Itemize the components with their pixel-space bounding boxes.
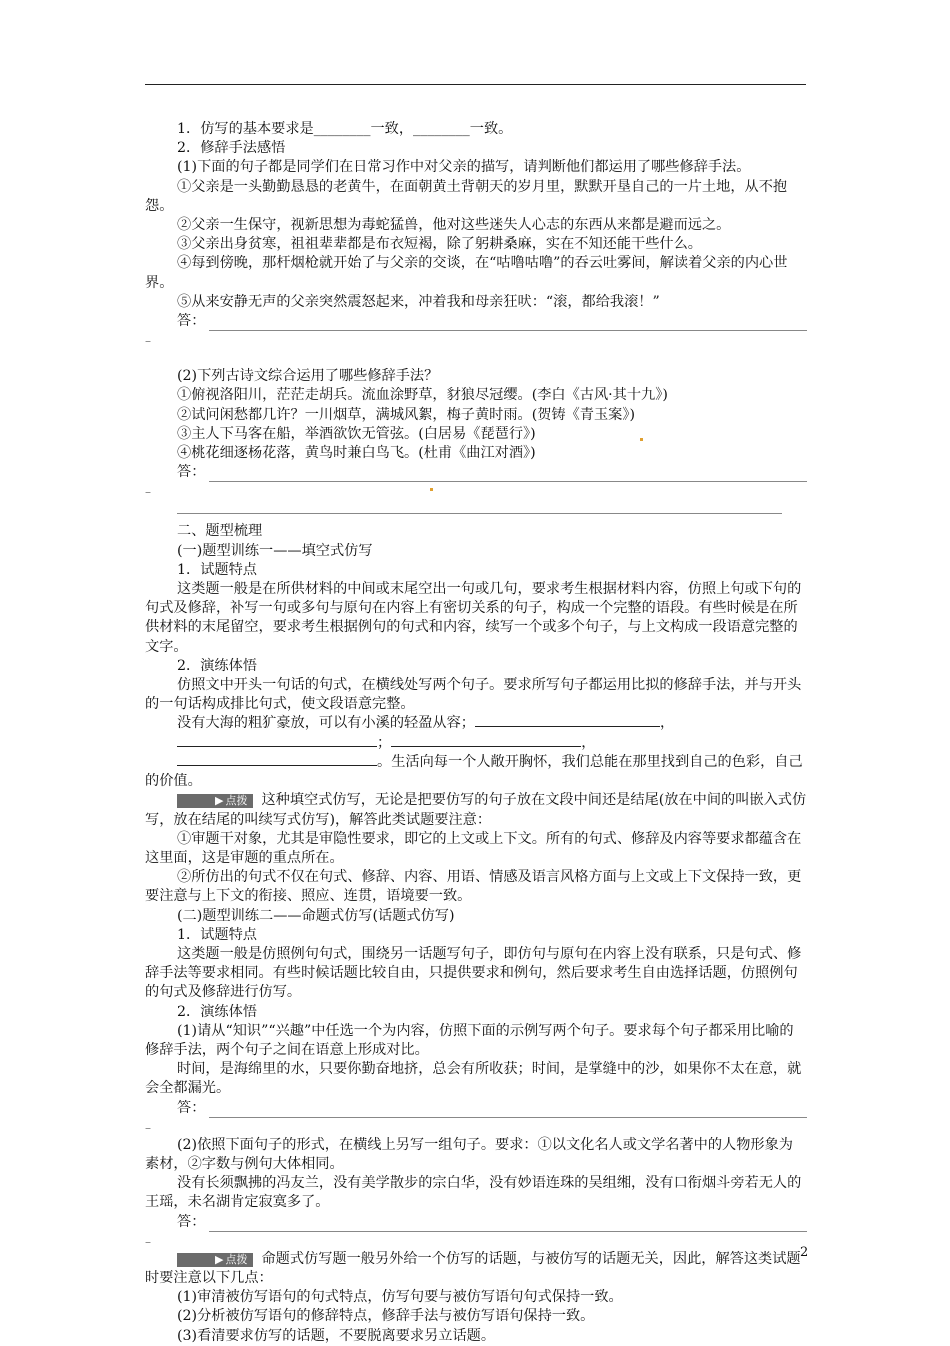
tip-text: 命题式仿写题一般另外给一个仿写的话题，与被仿写的话题无关，因此，解答这类试题时要注意以下几点： [145,1250,801,1286]
practice-line-text: 。生活向每一个人敞开胸怀，我们总能在那里找到自己的色彩，自己的价值。 [145,753,803,790]
answer-blank[interactable] [209,317,807,331]
question-1: 1．仿写的基本要求是________一致，________一致。 [177,121,513,137]
tip-item: (1)审清被仿写语句的句式特点，仿写句要与被仿写语句句式保持一致。 [177,1289,623,1306]
tip-item: ②所仿出的句式不仅在句式、修辞、内容、用语、情感及语言风格方面与上文或上下文保持一致，更要注意与上下文的衔接、照应、连贯，语境要一致。 [145,869,802,905]
tip-item: ①审题干对象，尤其是审隐性要求，即它的上文或上下文。所有的句式、修辞及内容等要求都蕴含在这里面，这是审题的重点所在。 [145,830,802,866]
feature-title: 1．试题特点 [177,561,257,578]
sentence-item: ②父亲一生保守，视新思想为毒蛇猛兽，他对这些迷失人心志的东西从来都是避而远之。 [177,217,731,234]
feature-text: 这类题一般是仿照例句句式，围绕另一话题写句子，即仿句与原句在内容上没有联系，只是句式、修辞手法等要求相同。有些时候话题比较自由，只提供要求和例句，然后要求考生自由选择话题，仿照例句的句式及修辞进行仿写。 [145,945,802,1001]
tip-paragraph [145,1250,807,1288]
tick-mark: – [145,485,151,500]
fill-blank[interactable] [177,734,377,747]
play-arrow-icon: ▶ [215,794,224,808]
practice-prompt: (1)请从“知识”“兴趣”中任选一个为内容，仿照下面的示例写两个句子。要求每个句子都采用比喻的修辞手法，两个句子之间在语意上形成对比。 [145,1022,794,1058]
punctuation: ； [377,734,392,751]
poem-item: ③主人下马客在船，举酒欲饮无管弦。(白居易《琵琶行》) [177,425,536,442]
tip-item: (2)分析被仿写语句的修辞特点，修辞手法与被仿写语句保持一致。 [177,1308,595,1325]
question-2-title: 2．修辞手法感悟 [177,140,286,157]
practice-line-2 [145,734,807,753]
answer-line[interactable] [177,312,807,331]
poem-item: ④桃花细逐杨花落，黄鸟时兼白鸟飞。(杜甫《曲江对酒》) [177,445,536,462]
question-2-2-prompt: (2)下列古诗文综合运用了哪些修辞手法？ [177,368,439,385]
punctuation: ， [659,715,675,732]
tick-mark: – [145,1234,151,1249]
tip-badge: ▶ 点拨 [177,794,253,808]
answer-line[interactable] [177,463,807,482]
punctuation: ， [581,734,596,751]
practice-line-1 [145,714,807,733]
sentence-item: ④每到傍晚，那杆烟枪就开始了与父亲的交谈，在“咕噜咕噜”的吞云吐雾间，解读着父亲的内心世界。 [145,255,788,291]
answer-label: 答： [177,464,206,481]
fill-blank[interactable] [475,714,660,727]
feature-text: 这类题一般是在所供材料的中间或末尾空出一句或几句，要求考生根据材料内容，仿照上句或下句的句式及修辞，补写一句或多句与原句在内容上有密切关系的句子，构成一个完整的语段。有些时候是在所供材料的末尾留空，要求考生根据例句的句式和内容，续写一个或多个句子，与上文构成一段语意完整的文字。 [145,581,802,655]
tip-badge: ▶ 点拨 [177,1253,253,1267]
answer-blank[interactable] [209,1104,807,1118]
answer-blank[interactable] [209,468,807,482]
example-sentence: 没有长须飘拂的冯友兰，没有美学散步的宗白华，没有妙语连珠的吴组缃，没有口衔烟斗旁若无人的王瑶，未名湖肯定寂寞多了。 [145,1175,802,1211]
practice-prompt: (2)依照下面句子的形式，在横线上另写一组句子。要求：①以文化名人或文学名著中的人物形象为素材，②字数与例句大体相同。 [145,1136,793,1172]
tip-paragraph [145,791,807,829]
sentence-item: ③父亲出身贫寒，祖祖辈辈都是布衣短褐，除了躬耕桑麻，实在不知还能干些什么。 [177,236,702,253]
fill-blank[interactable] [177,753,377,766]
tick-mark: – [145,334,151,349]
tip-text: 这种填空式仿写，无论是把要仿写的句子放在文段中间还是结尾(放在中间的叫嵌入式仿写，放在结尾的叫续写式仿写)，解答此类试题要注意： [145,792,807,828]
play-arrow-icon: ▶ [215,1252,224,1266]
practice-line-text: 没有大海的粗犷豪放，可以有小溪的轻盈从容； [177,715,475,732]
tip-item: (3)看清要求仿写的话题，不要脱离要求另立话题。 [177,1327,496,1344]
page-number: 2 [800,1245,809,1260]
fill-blank[interactable] [391,734,581,747]
header-rule [145,84,806,85]
answer-line[interactable] [177,1213,807,1232]
example-sentence: 时间，是海绵里的水，只要你勤奋地挤，总会有所收获；时间，是掌缝中的沙，如果你不太在意，就会全都漏光。 [145,1061,802,1097]
subsection-title: (二)题型训练二——命题式仿写(话题式仿写) [177,907,455,924]
page-content [145,120,807,1346]
feature-title: 1．试题特点 [177,926,257,943]
answer-line[interactable] [177,1099,807,1118]
answer-blank[interactable] [209,1218,807,1232]
section-divider [177,512,782,514]
section-title: 二、题型梳理 [177,523,263,540]
practice-title: 2．演练体悟 [177,1003,257,1020]
practice-prompt: 仿照文中开头一句话的句式，在横线处写两个句子。要求所写句子都运用比拟的修辞手法，并与开头的一句话构成排比句式，使文段语意完整。 [145,677,802,713]
sentence-item: ①父亲是一头勤勤恳恳的老黄牛，在面朝黄土背朝天的岁月里，默默开垦自己的一片土地，从不抱怨。 [145,178,788,214]
subsection-title: (一)题型训练一——填空式仿写 [177,542,373,559]
poem-item: ①俯视洛阳川，茫茫走胡兵。流血涂野草，豺狼尽冠缨。(李白《古风·其十九》) [177,387,668,404]
practice-line-3 [145,753,807,791]
answer-label: 答： [177,313,206,330]
answer-label: 答： [177,1213,206,1230]
sentence-item: ⑤从来安静无声的父亲突然震怒起来，冲着我和母亲狂吠：“滚，都给我滚！” [177,293,660,310]
question-2-1-prompt: (1)下面的句子都是同学们在日常习作中对父亲的描写，请判断他们都运用了哪些修辞手法。 [177,159,751,176]
practice-title: 2．演练体悟 [177,657,257,674]
answer-label: 答： [177,1099,206,1116]
poem-item: ②试问闲愁都几许？一川烟草，满城风絮，梅子黄时雨。(贺铸《青玉案》) [177,406,635,423]
tick-mark: – [145,1120,151,1135]
